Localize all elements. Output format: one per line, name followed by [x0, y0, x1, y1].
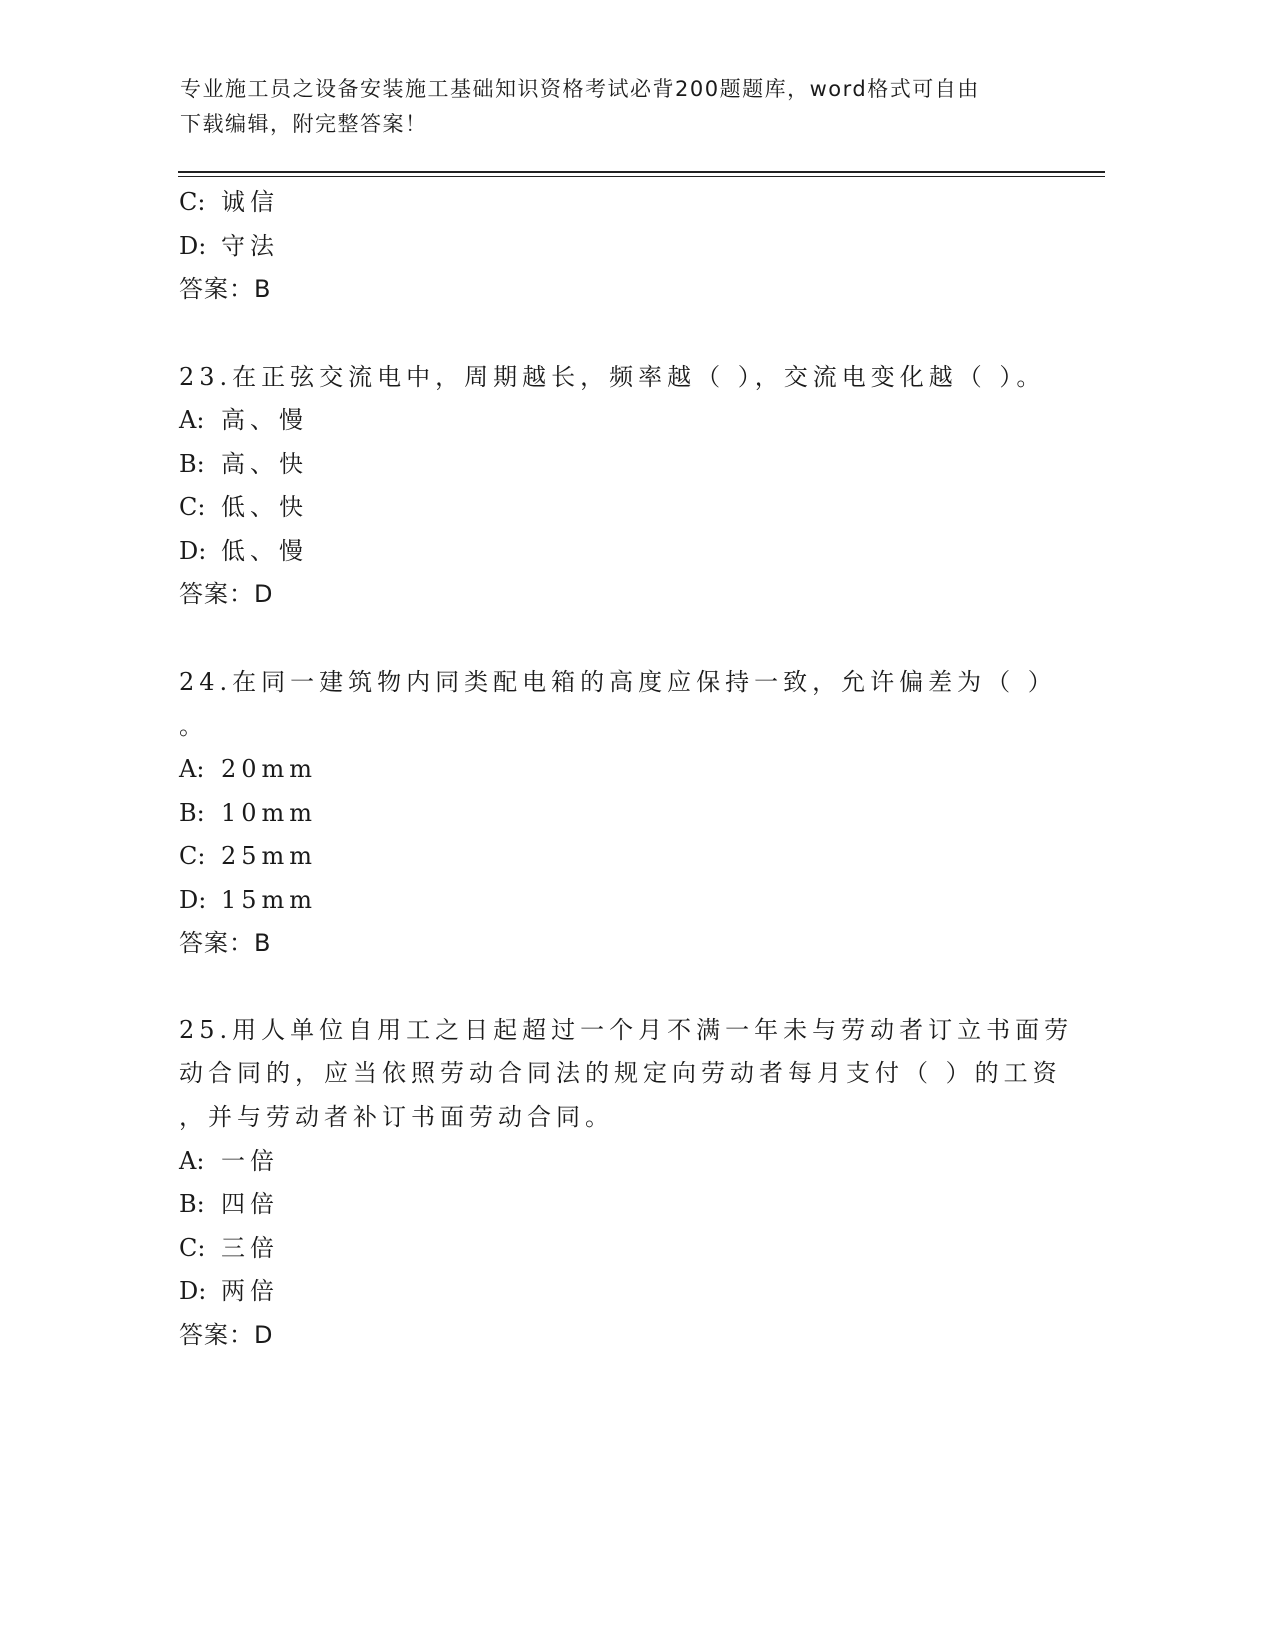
option-a: A: 一倍 [179, 1147, 279, 1175]
option-c: C: 三倍 [179, 1234, 279, 1262]
header-line-1: 专业施工员之设备安装施工基础知识资格考试必背200题题库，word格式可自由 [180, 77, 980, 101]
option-d: D: 守法 [179, 232, 279, 260]
question-23-stem: 23.在正弦交流电中，周期越长，频率越（ ），交流电变化越（ ）。 [179, 363, 1046, 391]
question-25-stem: 25.用人单位自用工之日起超过一个月不满一年未与劳动者订立书面劳 [179, 1016, 1074, 1044]
option-a: A: 高、慢 [179, 406, 308, 434]
answer-line: 答案：B [179, 929, 272, 957]
option-b: B: 四倍 [179, 1190, 279, 1218]
option-c: C: 低、快 [179, 493, 308, 521]
option-c: C: 25mm [179, 842, 318, 870]
option-a: A: 20mm [179, 755, 318, 783]
answer-line: 答案：D [179, 580, 274, 608]
question-24-stem-cont: 。 [179, 712, 208, 740]
header-line-2: 下载编辑，附完整答案！ [180, 112, 428, 136]
question-24-stem: 24.在同一建筑物内同类配电箱的高度应保持一致，允许偏差为（ ） [179, 668, 1057, 696]
option-d: D: 两倍 [179, 1277, 279, 1305]
option-c: C: 诚信 [179, 188, 279, 216]
document-header [180, 72, 1040, 142]
answer-line: 答案：D [179, 1321, 274, 1349]
option-b: B: 高、快 [179, 450, 308, 478]
option-d: D: 低、慢 [179, 537, 308, 565]
answer-line: 答案：B [179, 275, 272, 303]
option-d: D: 15mm [179, 886, 318, 914]
header-divider-thick [178, 171, 1105, 173]
question-25-stem-cont: 动合同的，应当依照劳动合同法的规定向劳动者每月支付（ ）的工资 [179, 1059, 1062, 1087]
option-b: B: 10mm [179, 799, 318, 827]
question-25-stem-cont: ，并与劳动者补订书面劳动合同。 [179, 1103, 614, 1131]
header-divider-thin [178, 176, 1105, 177]
